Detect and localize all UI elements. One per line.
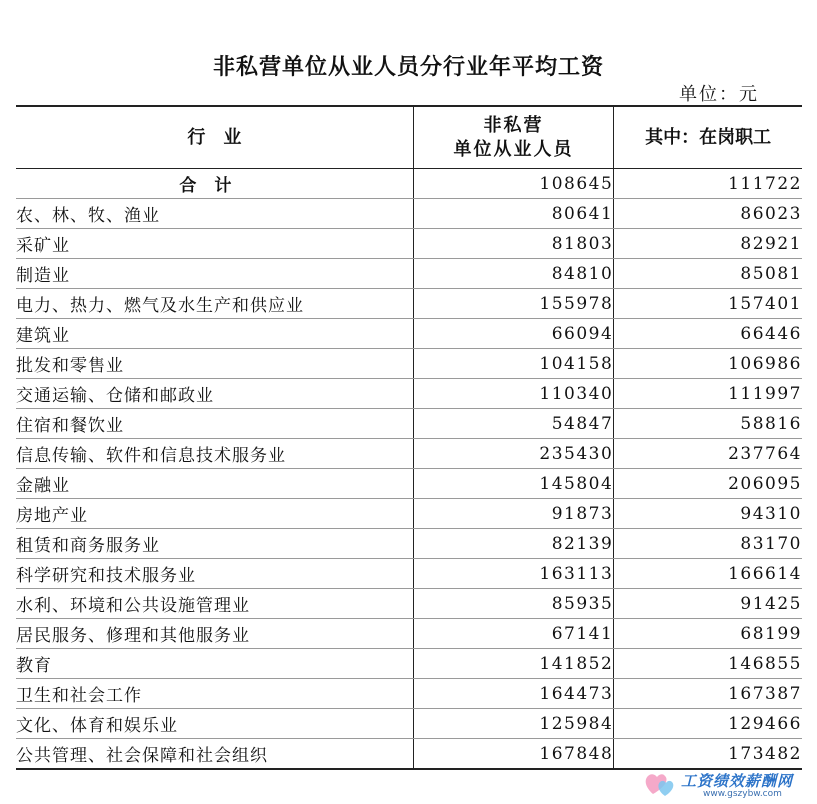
- value-non-private: 91873: [413, 499, 614, 529]
- industry-name: 电力、热力、燃气及水生产和供应业: [16, 289, 413, 319]
- value-non-private: 104158: [413, 349, 614, 379]
- header-col-a-line2: 单位从业人员: [453, 138, 574, 160]
- table-row: [16, 739, 802, 770]
- industry-name: 租赁和商务服务业: [16, 529, 413, 559]
- table-row: [16, 289, 802, 319]
- value-non-private: 141852: [413, 649, 614, 679]
- table-row: [16, 349, 802, 379]
- value-on-post: 111997: [614, 379, 802, 409]
- value-non-private: 235430: [413, 439, 614, 469]
- value-non-private: 145804: [413, 469, 614, 499]
- industry-name: 居民服务、修理和其他服务业: [16, 619, 413, 649]
- value-non-private: 84810: [413, 259, 614, 289]
- table-row: [16, 559, 802, 589]
- value-non-private: 82139: [413, 529, 614, 559]
- header-on-post-staff: 其中：在岗职工: [614, 106, 802, 169]
- watermark-url: www.gszybw.com: [703, 789, 782, 799]
- value-on-post: 82921: [614, 229, 802, 259]
- value-non-private: 163113: [413, 559, 614, 589]
- value-non-private: 155978: [413, 289, 614, 319]
- table-row: [16, 649, 802, 679]
- industry-name: 房地产业: [16, 499, 413, 529]
- table-row: [16, 199, 802, 229]
- value-non-private: 54847: [413, 409, 614, 439]
- industry-name: 农、林、牧、渔业: [16, 199, 413, 229]
- industry-name: 信息传输、软件和信息技术服务业: [16, 439, 413, 469]
- industry-name: 卫生和社会工作: [16, 679, 413, 709]
- industry-name: 科学研究和技术服务业: [16, 559, 413, 589]
- value-on-post: 86023: [614, 199, 802, 229]
- value-non-private: 81803: [413, 229, 614, 259]
- value-on-post: 91425: [614, 589, 802, 619]
- value-on-post: 167387: [614, 679, 802, 709]
- table-row: [16, 259, 802, 289]
- total-label: 合计: [16, 169, 413, 199]
- value-on-post: 83170: [614, 529, 802, 559]
- industry-name: 教育: [16, 649, 413, 679]
- header-row: [16, 106, 802, 169]
- value-non-private: 66094: [413, 319, 614, 349]
- industry-name: 文化、体育和娱乐业: [16, 709, 413, 739]
- industry-name: 水利、环境和公共设施管理业: [16, 589, 413, 619]
- value-on-post: 146855: [614, 649, 802, 679]
- table-row: [16, 529, 802, 559]
- industry-name: 制造业: [16, 259, 413, 289]
- industry-name: 交通运输、仓储和邮政业: [16, 379, 413, 409]
- heart-logo-icon: [643, 768, 677, 798]
- industry-name: 建筑业: [16, 319, 413, 349]
- watermark-logo: [643, 768, 813, 802]
- value-non-private: 85935: [413, 589, 614, 619]
- table-row: [16, 589, 802, 619]
- header-col-a-line1: 非私营: [483, 114, 544, 136]
- value-on-post: 106986: [614, 349, 802, 379]
- value-non-private: 167848: [413, 739, 614, 770]
- value-on-post: 237764: [614, 439, 802, 469]
- industry-name: 住宿和餐饮业: [16, 409, 413, 439]
- value-non-private: 125984: [413, 709, 614, 739]
- value-on-post: 157401: [614, 289, 802, 319]
- table-row: [16, 469, 802, 499]
- table-row: [16, 229, 802, 259]
- industry-name: 公共管理、社会保障和社会组织: [16, 739, 413, 770]
- value-non-private: 67141: [413, 619, 614, 649]
- table-row: [16, 409, 802, 439]
- table-row: [16, 499, 802, 529]
- value-on-post: 66446: [614, 319, 802, 349]
- value-on-post: 58816: [614, 409, 802, 439]
- unit-label: 单位：元: [679, 84, 759, 105]
- value-on-post: 206095: [614, 469, 802, 499]
- page-title: 非私营单位从业人员分行业年平均工资: [212, 54, 604, 80]
- table-row: [16, 379, 802, 409]
- header-non-private-employees: [413, 106, 614, 169]
- industry-name: 采矿业: [16, 229, 413, 259]
- table-row: [16, 619, 802, 649]
- industry-name: 金融业: [16, 469, 413, 499]
- industry-name: 批发和零售业: [16, 349, 413, 379]
- value-non-private: 164473: [413, 679, 614, 709]
- total-row: [16, 169, 802, 199]
- value-on-post: 94310: [614, 499, 802, 529]
- table-row: [16, 439, 802, 469]
- table-row: [16, 319, 802, 349]
- wage-table: [16, 105, 802, 770]
- watermark-text: 工资绩效薪酬网: [681, 772, 794, 790]
- total-value-b: 111722: [614, 169, 802, 199]
- value-on-post: 173482: [614, 739, 802, 770]
- table-row: [16, 709, 802, 739]
- value-non-private: 110340: [413, 379, 614, 409]
- value-on-post: 85081: [614, 259, 802, 289]
- value-on-post: 129466: [614, 709, 802, 739]
- value-non-private: 80641: [413, 199, 614, 229]
- value-on-post: 68199: [614, 619, 802, 649]
- table-row: [16, 679, 802, 709]
- value-on-post: 166614: [614, 559, 802, 589]
- header-industry: 行 业: [16, 106, 413, 169]
- total-value-a: 108645: [413, 169, 614, 199]
